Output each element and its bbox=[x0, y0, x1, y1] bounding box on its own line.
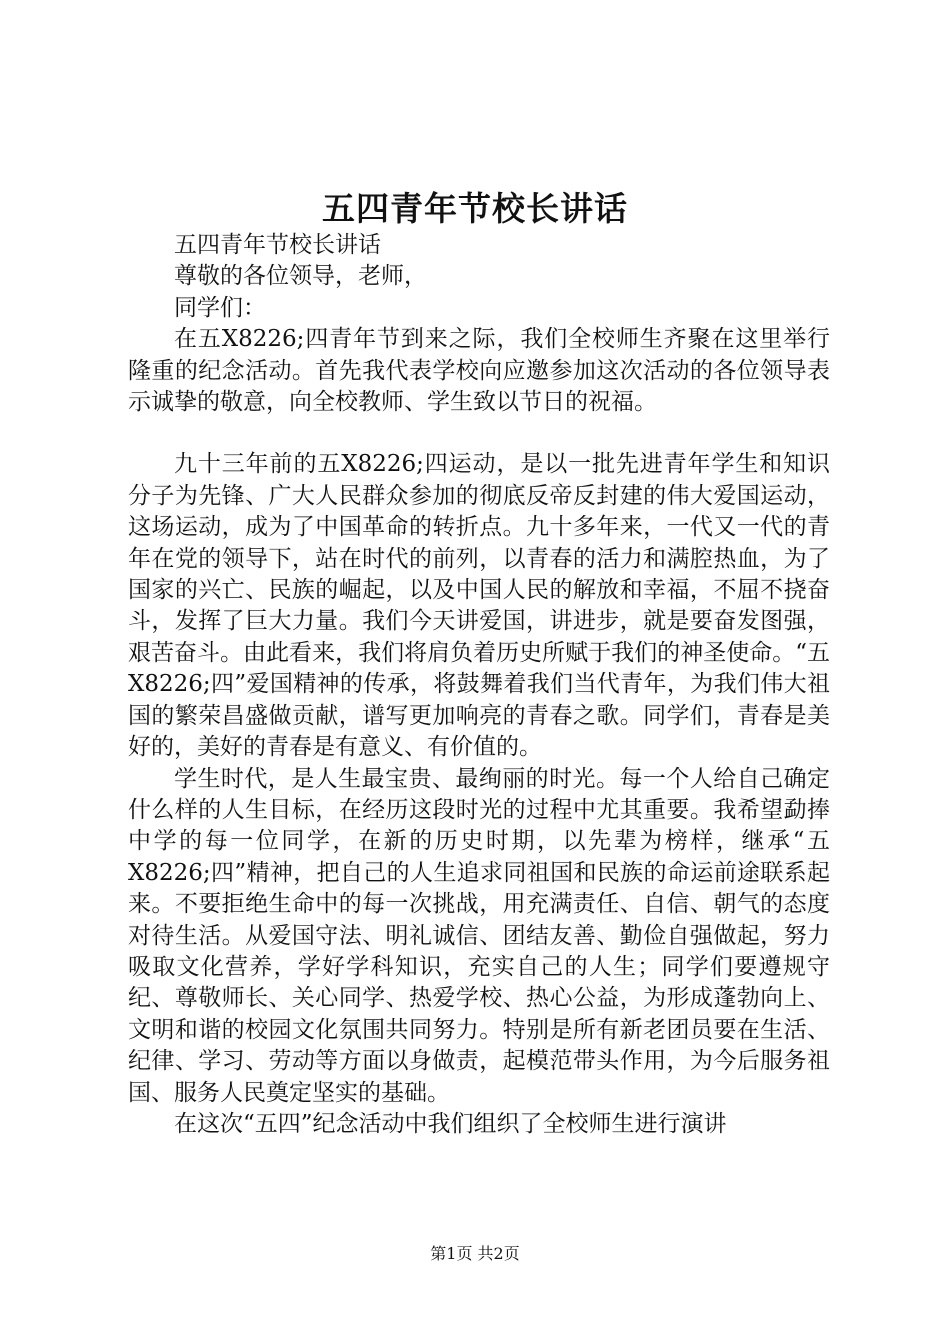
paragraph-heading: 五四青年节校长讲话 bbox=[174, 232, 381, 258]
paragraph-student-era: 学生时代，是人生最宝贵、最绚丽的时光。每一个人给自己确定什么样的人生目标，在经历这段时光的过程中尤其重要。我希望勐捧中学的每一位同学，在新的历史时期，以先辈为榜样，继承“五X8226;四”精神，把自己的人生追求同祖国和民族的命运前途联系起来。不要拒绝生命中的每一次挑战，用充满责任、自信、朝气的态度对待生活。从爱国守法、明礼诚信、团结友善、勤俭自强做起，努力吸取文化营养，学好学科知识，充实自己的人生；同学们要遵规守纪、尊敬师长、关心同学、热爱学校、热心公益，为形成蓬勃向上、文明和谐的校园文化氛围共同努力。特别是所有新老团员要在生活、纪律、学习、劳动等方面以身做责，起模范带头作用，为今后服务祖国、服务人民奠定坚实的基础。 bbox=[128, 765, 830, 1106]
paragraph-opening: 在五X8226;四青年节到来之际，我们全校师生齐聚在这里举行隆重的纪念活动。首先我代表学校向应邀参加这次活动的各位领导表示诚挚的敬意，向全校教师、学生致以节日的祝福。 bbox=[128, 326, 830, 416]
paragraph-history: 九十三年前的五X8226;四运动，是以一批先进青年学生和知识分子为先锋、广大人民群众参加的彻底反帝反封建的伟大爱国运动，这场运动，成为了中国革命的转折点。九十多年来，一代又一代的青年在党的领导下，站在时代的前列，以青春的活力和满腔热血，为了国家的兴亡、民族的崛起，以及中国人民的解放和幸福，不屈不挠奋斗，发挥了巨大力量。我们今天讲爱国，讲进步，就是要奋发图强，艰苦奋斗。由此看来，我们将肩负着历史所赋于我们的神圣使命。“五X8226;四”爱国精神的传承，将鼓舞着我们当代青年，为我们伟大祖国的繁荣昌盛做贡献，谱写更加响亮的青春之歌。同学们，青春是美好的，美好的青春是有意义、有价值的。 bbox=[128, 451, 830, 761]
document-title: 五四青年节校长讲话 bbox=[322, 189, 628, 228]
paragraph-activity: 在这次“五四”纪念活动中我们组织了全校师生进行演讲 bbox=[174, 1110, 727, 1137]
document-body bbox=[128, 230, 830, 1140]
page-footer: 第1页 共2页 bbox=[430, 1244, 520, 1263]
paragraph-salutation-students: 同学们： bbox=[174, 294, 266, 321]
paragraph-salutation: 尊敬的各位领导，老师， bbox=[174, 263, 427, 290]
